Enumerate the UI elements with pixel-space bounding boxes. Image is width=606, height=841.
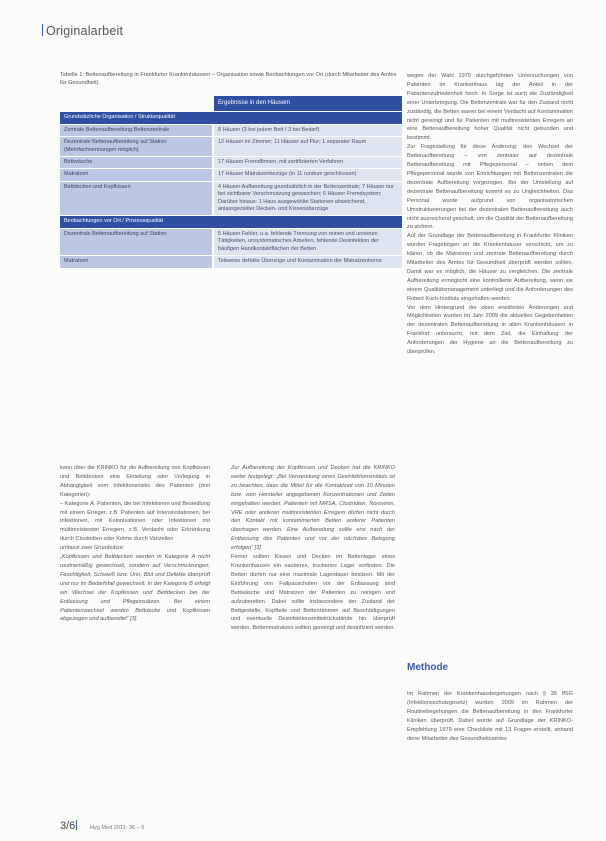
- table-caption: Tabelle 1: Bettenaufbereitung in Frankfurter Krankenhäusern – Organisation sowie Beobachtungen vor Ort (durch Mitarbeiter des Amtes für Gesundheit): [60, 72, 397, 86]
- table-section-row: [60, 112, 402, 124]
- paragraph: umfasst zwei Grundsätze:: [60, 545, 125, 552]
- table-section-label: Grundsätzliche Organisation / Strukturqualität: [60, 112, 213, 124]
- body-column-2: [231, 464, 395, 633]
- table-column-header: Ergebnisse in den Häusern: [213, 96, 402, 112]
- table-row: Dezentrale Bettenaufbereitung auf Station (Mehrfachnennungen möglich) 12 Häuser im Zimmer; 11 Häuser auf Flur; 1 separater Raum: [60, 137, 402, 157]
- body-column-3: [407, 72, 573, 357]
- section-bar: [42, 24, 43, 36]
- paragraph: kann über die KRINKO für die Aufbereitung von Kopfkissen und Bettdecken eine Einteilung oder Verlegung in Abhängigkeit vom Infektionsrisiko des Patienten (drei Kategorien):: [60, 465, 210, 498]
- paragraph: Ferner sollten Kissen und Decken im Bettenlager eines Krankenhauses ein sauberes, trockenes Lager vorfinden. Die Betten dürfen nur eine maximale Lagerdauer besitzen. Mit der Einführung von Fallpauschalen vor der Entlassung sind Bettwäsche und Matratzen der Patienten zu reinigen und aufzubereiten. Dabei sollte insbesondere der Zustand der Bettgestelle, Kopfteile und Bettenrahmen auf Beschädigungen und eventuelle Desinfektionsmittelrückstände hin überprüft werden. Bettenmatratzen sollten gereinigt und desinfiziert werden.: [231, 554, 395, 632]
- table-header-row: [60, 96, 402, 112]
- paragraph: Zur Fragestellung für diese Änderung: den Wechsel der Bettenaufbereitung – von zentraler auf dezentrale Bettenaufbereitung mit Pflegepersonal – neben dem Pflegepersonal wurde von Einrichtungen mit Bettenzentralen die dezentrale Aufbereitung vorgezogen. Bei der Umstellung auf dezentrale Bettenaufbereitung kommt es zu Ungleichheiten. Das Personal wurde aufgrund von organisatorischen Umstrukturierungen bei der dezentralen Bettenaufbereitung auch nicht ausreichend geschult, um die Qualität der Bettenaufbereitung zu sichern.: [407, 144, 573, 231]
- table-row: Dezentrale Bettenaufbereitung auf Station 5 Häuser Fehler, u.a. fehlende Trennung von reinen und unreinen Tätigkeiten, unsystematisches Arbeiten, fehlende Desinfektion der häufigen Handkontaktflächen der Betten: [60, 228, 402, 255]
- paragraph: Im Rahmen der Krankenhausbegehungen nach § 36 IfSG (Infektionsschutzgesetz) wurden 2009 im Rahmen der Routinebegehungen die Bettenaufbereitung in den Frankfurter Kliniken überprüft. Dabei wurde auf Grundlage der KRINKO-Empfehlung 1979 eine Checkliste mit 13 Fragen erstellt, anhand derer Mitarbeiter des Gesundheitsamtes: [407, 691, 573, 742]
- section-heading: Methode: [407, 662, 449, 673]
- data-table: [60, 96, 402, 269]
- page-number: 3/6: [60, 820, 76, 832]
- table-section-label: Beobachtungen vor Ort / Prozessqualität: [60, 216, 213, 228]
- page-footer: [60, 820, 145, 832]
- table-section-row: [60, 216, 402, 228]
- page-bar: [76, 820, 77, 830]
- paragraph: – Kategorie A: Patienten, die bei Infektionen und Besiedlung mit einem Erreger, z.B. Patienten auf Intensivstationen, bei Infektionen, mit Kolonisationen oder Infektionen mit multiresistenten Erregern, z.B. Verdacht oder Erkrankung durch Clostridien oder Keime durch Varizellen: [60, 500, 210, 543]
- table-row: Bettdecken und Kopfkissen 4 Häuser Aufbereitung grundsätzlich in der Bettenzentrale; 7 Häuser nur bei sichtbarer Verschmutzung gewaschen; 6 Häuser Fremdsystem; Darüber hinaus: 1 Haus ausgewählte Stationen abweichend, anlassgezielter Decken- und Kissenüberzüge: [60, 181, 402, 216]
- table-row: Matratzen 17 Häuser Matratzenbezüge (in 11 rundum geschlossen): [60, 169, 402, 181]
- paragraph: Auf der Grundlage der Bettenaufbereitung in Frankfurter Kliniken wurden Fragebögen an die Krankenhäuser verschickt, um zu klären, ob die Matratzen und zentrale Bettenaufbereitung durch Mitarbeiter des Amtes für Gesundheit überprüft werden sollten. Damit war es möglich, die Häuser zu vergleichen. Die zentrale Aufbereitung ermöglicht eine kontrollierte Aufbereitung, wenn sie einem Qualitätsmanagement unterliegt und die Anforderungen des Robert Koch-Instituts eingehalten werden.: [407, 233, 573, 302]
- journal-citation: Hyg Med 2011; 36 – 5: [89, 825, 145, 831]
- quote-paragraph: „Kopfkissen und Bettdecken werden in Kategorie A nicht routinemäßig gewechselt, sondern auf Verschmutzungen, Feuchtigkeit, Schweiß bzw. Urin, Blut und Defekte überprüft und nur im Bedarfsfall gewechselt. In der Kategorie B erfolgt ein Wechsel der Kopfkissen und Bettdecken bei der Entlassung und Pflegeinsätzen. Bei einem Patientenwechsel werden Bettdecke und Kopfkissen abgezogen und aufbereitet“ [3].: [60, 554, 210, 623]
- section-label: Originalarbeit: [42, 24, 123, 38]
- table-row: Zentrale Bettenaufbereitung Bettenzentrale 8 Häuser (3 bei jedem Bett / 3 bei Bedarf): [60, 124, 402, 136]
- table-row: Matratzen Teilweise defekte Überzüge und Kontamination der Matratzenkerne: [60, 256, 402, 268]
- table-row: Bettwäsche 17 Häuser Fremdfirmen, mit zertifizierten Verfahren: [60, 157, 402, 169]
- body-column-1: [60, 464, 210, 624]
- paragraph: wegen der Wahl 1979 durchgeführten Untersuchungen von Patienten im Krankenhaus lag der Anteil in der Patientenzufriedenheit hoch. In Sorge ist auch die Zuständigkeit einer Unterbringung. Die Bettenzentrale war für den Zustand nicht zuständig, die Betten waren bei einem Verdacht auf Kontamination nicht gereinigt und für Patienten mit multiresistenten Erregern an eine Bettenaufbereitung hoher Qualität nicht gebunden und bestimmt.: [407, 73, 573, 142]
- quote-paragraph: Zur Aufbereitung der Kopfkissen und Decken hat die KRINKO weiter festgelegt: „Bei Verwendung eines Desinfektionsmittels ist zu beachten, dass die Mittel für die Kontaktzeit von 10 Minuten bzw. vom Hersteller angegebenen Konzentrationen und Zeiten eingehalten werden. Patienten mit MRSA, Clostridien, Noroviren, VRE oder anderen multiresistenten Erregern dürfen nicht durch den Kontakt mit kontaminierten Betten anderer Patienten übertragen werden. Eine Aufbereitung sollte erst nach der Entlassung des Patienten und vor der nächsten Belegung erfolgen“ [3].: [231, 465, 395, 552]
- paragraph: Vor dem Hintergrund der oben erwähnten Änderungen und Möglichkeiten wurden im Jahr 2009 die aktuellen Gegebenheiten der dezentralen Bettenaufbereitung in allen Krankenhäusern in Frankfurt untersucht, mit dem Ziel, die Einhaltung der Anforderungen der Hygiene an die Bettenaufbereitung zu überprüfen.: [407, 304, 573, 356]
- methods-column: [407, 690, 573, 743]
